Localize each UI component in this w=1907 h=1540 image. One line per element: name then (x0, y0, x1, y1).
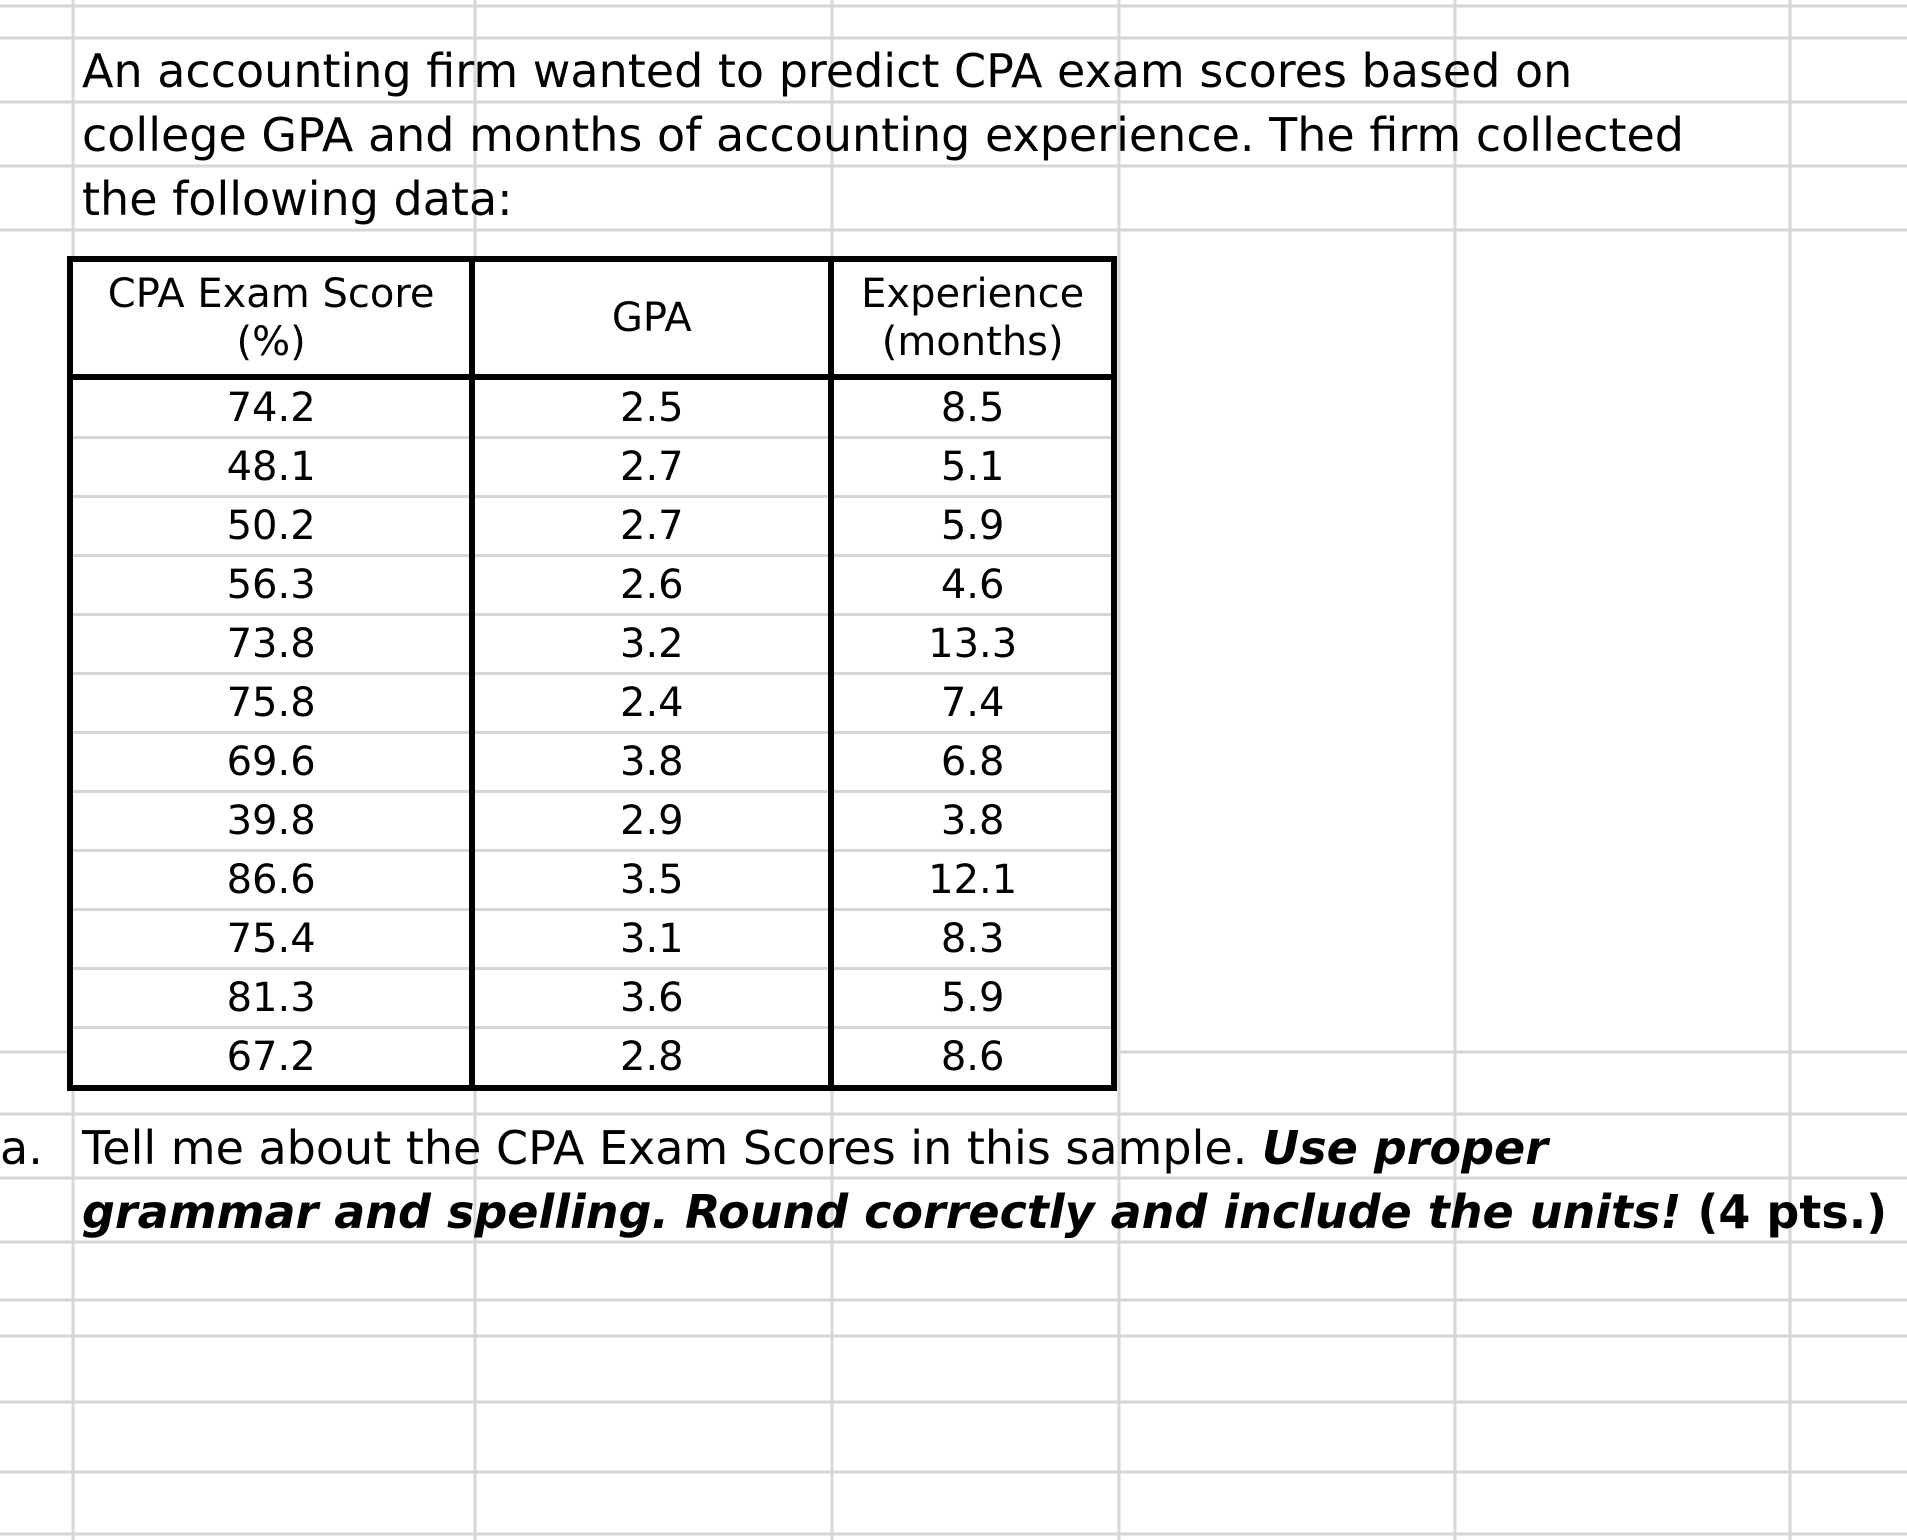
intro-text-line-1: An accounting firm wanted to predict CPA exam scores based on (82, 44, 1573, 98)
experience-cell[interactable]: 12.1 (831, 851, 1114, 910)
cpa-score-cell[interactable]: 75.8 (70, 674, 472, 733)
gpa-cell[interactable]: 2.9 (472, 792, 831, 851)
header-gpa-label: GPA (611, 295, 692, 341)
cpa-score-cell[interactable]: 86.6 (70, 851, 472, 910)
header-gpa[interactable] (472, 259, 831, 377)
header-experience[interactable] (831, 259, 1114, 377)
experience-cell[interactable]: 6.8 (831, 733, 1114, 792)
question-marker: a. (0, 1121, 43, 1175)
experience-cell[interactable]: 8.6 (940, 1034, 1005, 1080)
table-body (70, 377, 1114, 1088)
cpa-score-cell[interactable]: 67.2 (70, 1028, 472, 1089)
gpa-cell[interactable]: 2.8 (472, 1028, 831, 1089)
experience-cell[interactable]: 5.1 (831, 438, 1114, 497)
header-experience-line-2: (months) (881, 319, 1064, 365)
experience-cell[interactable]: 5.9 (831, 497, 1114, 556)
table-row (70, 377, 1114, 438)
gpa-cell[interactable]: 3.2 (472, 615, 831, 674)
question-line-2[interactable] (82, 1181, 1888, 1243)
gpa-cell[interactable]: 3.5 (472, 851, 831, 910)
question-instruction-emphasis: Use proper (1261, 1121, 1548, 1175)
table-row (70, 1028, 1114, 1089)
experience-cell[interactable]: 8.5 (831, 377, 1114, 438)
table-row (70, 851, 1114, 910)
table-row (70, 969, 1114, 1028)
table-row (70, 615, 1114, 674)
intro-text-line-3: the following data: (82, 172, 513, 226)
gpa-cell[interactable]: 2.5 (472, 377, 831, 438)
question-text: Tell me about the CPA Exam Scores in this sample. (82, 1121, 1262, 1175)
experience-cell[interactable]: 3.8 (831, 792, 1114, 851)
experience-cell[interactable]: 8.3 (831, 910, 1114, 969)
cpa-score-cell[interactable]: 75.4 (70, 910, 472, 969)
data-table (67, 256, 1117, 1091)
cpa-score-cell[interactable]: 69.6 (70, 733, 472, 792)
question-points: (4 pts.) (1681, 1185, 1888, 1239)
gpa-cell[interactable]: 2.7 (472, 438, 831, 497)
gpa-cell[interactable]: 3.8 (472, 733, 831, 792)
header-cpa-line-1: CPA Exam Score (107, 271, 435, 317)
cpa-score-cell[interactable]: 73.8 (70, 615, 472, 674)
cpa-score-cell[interactable]: 39.8 (70, 792, 472, 851)
table-row (70, 910, 1114, 969)
experience-cell[interactable]: 4.6 (831, 556, 1114, 615)
experience-cell[interactable]: 13.3 (831, 615, 1114, 674)
table-row (70, 674, 1114, 733)
table-row (70, 497, 1114, 556)
header-experience-line-1: Experience (861, 271, 1085, 317)
gpa-cell[interactable]: 3.1 (472, 910, 831, 969)
table-header-row (70, 259, 1114, 377)
cpa-score-cell[interactable]: 81.3 (70, 969, 472, 1028)
header-cpa-line-2: (%) (236, 319, 306, 365)
experience-cell[interactable]: 7.4 (831, 674, 1114, 733)
gpa-cell[interactable]: 2.7 (472, 497, 831, 556)
cpa-score-cell[interactable]: 74.2 (70, 377, 472, 438)
gpa-cell[interactable]: 2.6 (472, 556, 831, 615)
question-instruction-continued: grammar and spelling. Round correctly and include the units! (82, 1185, 1682, 1239)
experience-cell[interactable]: 5.9 (831, 969, 1114, 1028)
question-line-1[interactable] (82, 1117, 1882, 1179)
table-row (70, 438, 1114, 497)
gpa-cell[interactable]: 3.6 (472, 969, 831, 1028)
intro-text-line-2: college GPA and months of accounting experience. The firm collected (82, 108, 1684, 162)
cpa-score-cell[interactable]: 56.3 (70, 556, 472, 615)
table-row (70, 556, 1114, 615)
table-row (70, 792, 1114, 851)
table-row (70, 733, 1114, 792)
header-cpa-exam-score[interactable] (70, 259, 472, 377)
cpa-score-cell[interactable]: 48.1 (70, 438, 472, 497)
gpa-cell[interactable]: 2.4 (472, 674, 831, 733)
cpa-score-cell[interactable]: 50.2 (70, 497, 472, 556)
